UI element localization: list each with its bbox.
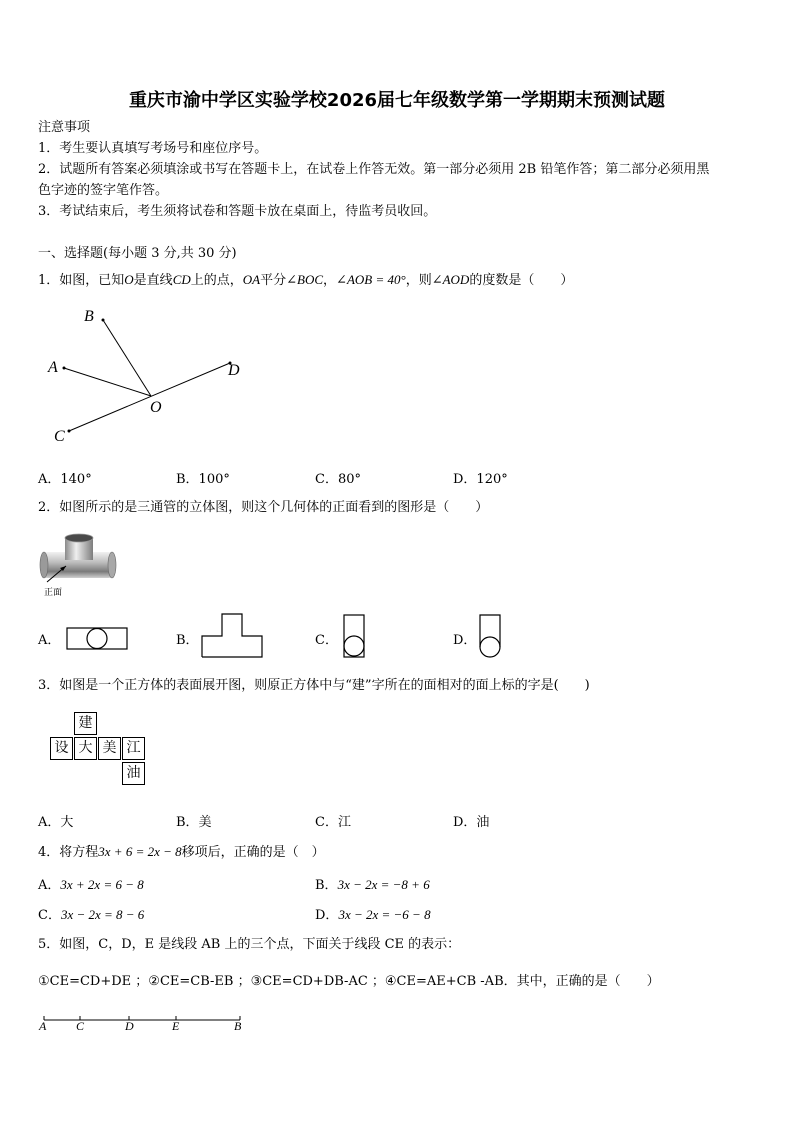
q3-option-b[interactable]: B．美 [176,815,212,830]
q2-option-c-figure[interactable] [342,613,368,659]
ray-ob [103,320,151,396]
net-cell: 江 [122,737,145,760]
question-4-text: 4．将方程3x + 6 = 2x − 8移项后，正确的是（ ） [38,844,325,860]
segment-figure [40,1012,246,1028]
ray-oa [64,368,151,396]
q2-option-d-figure[interactable] [478,613,504,659]
question-2-text: 2．如图所示的是三通管的立体图，则这个几何体的正面看到的图形是（ ） [38,500,489,515]
line-cd [69,363,230,431]
net-cell: 大 [74,737,97,760]
q4-option-c[interactable]: C．3x − 2x = 8 − 6 [38,907,145,923]
net-cell: 设 [50,737,73,760]
point-b [102,319,105,322]
segment-label-a: A [39,1019,47,1033]
q1-option-c[interactable]: C．80° [315,472,361,487]
q2-option-b-figure[interactable] [200,611,266,659]
q3-option-c[interactable]: C．江 [315,815,351,830]
segment-label-d: D [125,1019,134,1033]
label-c: C [54,428,65,445]
label-o: O [150,399,162,416]
q1-option-d[interactable]: D．120° [453,472,508,487]
q1-option-a[interactable]: A．140° [38,472,92,487]
q4-option-b[interactable]: B．3x − 2x = −8 + 6 [315,877,430,893]
question-5-text: 5．如图，C，D，E 是线段 AB 上的三个点，下面关于线段 CE 的表示： [38,937,461,952]
front-label: 正面 [44,588,63,598]
q2-option-a-figure[interactable] [66,624,130,652]
q2-option-b[interactable]: B． [176,633,199,648]
segment-label-e: E [172,1019,180,1033]
notice-item: 1．考生要认真填写考场号和座位序号。 [38,141,268,156]
q4-option-a[interactable]: A．3x + 2x = 6 − 8 [38,877,144,893]
label-b: B [84,308,94,325]
point-c [68,430,71,433]
notice-item: 2．试题所有答案必须填涂或书写在答题卡上，在试卷上作答无效。第一部分必须用 2B 铅笔作答；第二部分必须用黑 [38,162,710,177]
notice-item: 色字迹的签字笔作答。 [38,183,169,198]
q4-option-d[interactable]: D．3x − 2x = −6 − 8 [315,907,431,923]
notice-item: 3．考试结束后，考生须将试卷和答题卡放在桌面上，待监考员收回。 [38,204,437,219]
net-cell: 美 [98,737,121,760]
q2-option-c[interactable]: C． [315,633,338,648]
notice-heading: 注意事项 [38,120,91,135]
segment-label-b: B [234,1019,242,1033]
q2-option-a[interactable]: A． [38,633,61,648]
q2-option-d[interactable]: D． [453,633,477,648]
label-a: A [48,359,58,376]
segment-label-c: C [76,1019,85,1033]
angle-figure [40,300,260,450]
q3-option-a[interactable]: A．大 [38,815,74,830]
section-heading: 一、选择题(每小题 3 分,共 30 分) [38,246,237,261]
page-title: 重庆市渝中学区实验学校2026届七年级数学第一学期期末预测试题 [128,90,666,111]
question-3-text: 3．如图是一个正方体的表面展开图，则原正方体中与“建”字所在的面相对的面上标的字是( ) [38,678,590,693]
q1-option-b[interactable]: B．100° [176,472,230,487]
question-5-statement: ①CE=CD+DE ；②CE=CB-EB ；③CE=CD+DB-AC ；④CE=AE+CB -AB．其中，正确的是（ ） [38,974,660,989]
net-cell: 建 [74,712,97,735]
point-a [63,367,66,370]
q3-option-d[interactable]: D．油 [453,815,490,830]
net-cell: 油 [122,762,145,785]
question-1-text: 1．如图，已知O是直线CD上的点，OA平分∠BOC，∠AOB = 40°，则∠AOD的度数是（ ） [38,272,574,288]
label-d: D [228,362,240,379]
